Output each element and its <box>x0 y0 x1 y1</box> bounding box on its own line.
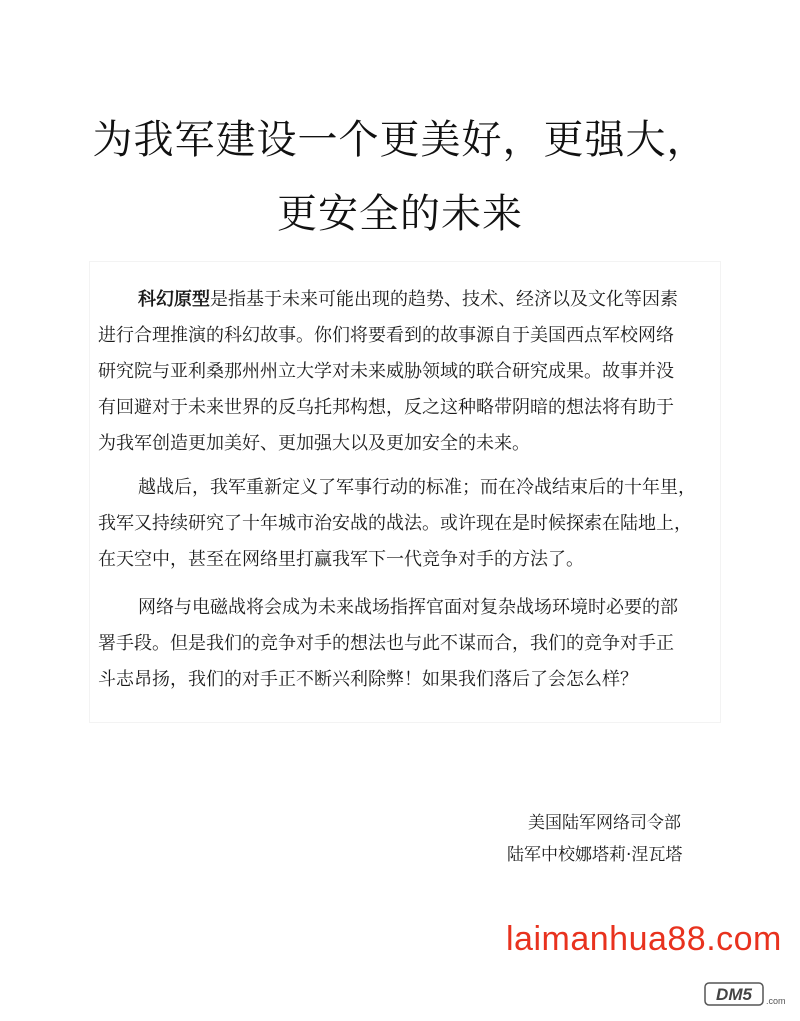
paragraph-3 <box>98 590 712 698</box>
paragraph-1-line-5: 为我军创造更加美好、更加强大以及更加安全的未来。 <box>98 433 530 454</box>
paragraph-1 <box>98 282 712 462</box>
page-title-line-1: 为我军建设一个更美好，更强大， <box>92 117 708 163</box>
term-bold: 科幻原型 <box>138 289 210 310</box>
paragraph-1-line-1-rest: 是指基于未来可能出现的趋势、技术、经济以及文化等因素 <box>210 289 678 310</box>
signature-organization: 美国陆军网络司令部 <box>528 813 681 833</box>
logo-suffix: .com <box>766 996 786 1006</box>
logo-text: DM5 <box>716 985 752 1004</box>
paragraph-3-line-3: 斗志昂扬，我们的对手正不断兴利除弊！如果我们落后了会怎么样？ <box>98 669 638 690</box>
paragraph-2-line-1: 越战后，我军重新定义了军事行动的标准；而在冷战结束后的十年里， <box>138 477 696 498</box>
paragraph-1-line-2: 进行合理推演的科幻故事。你们将要看到的故事源自于美国西点军校网络 <box>98 325 674 346</box>
dm5-logo-icon <box>704 980 790 1010</box>
signature-person: 陆军中校娜塔莉·涅瓦塔 <box>507 845 683 865</box>
paragraph-3-line-2: 署手段。但是我们的竞争对手的想法也与此不谋而合，我们的竞争对手正 <box>98 633 674 654</box>
paragraph-1-line-1 <box>98 282 712 318</box>
paragraph-1-line-4: 有回避对于未来世界的反乌托邦构想，反之这种略带阴暗的想法将有助于 <box>98 397 674 418</box>
page-title-line-2: 更安全的未来 <box>277 191 523 237</box>
paragraph-2-line-2: 我军又持续研究了十年城市治安战的战法。或许现在是时候探索在陆地上， <box>98 513 692 534</box>
paragraph-2 <box>98 470 712 578</box>
paragraph-2-line-3: 在天空中，甚至在网络里打赢我军下一代竞争对手的方法了。 <box>98 549 584 570</box>
paragraph-1-line-3: 研究院与亚利桑那州州立大学对未来威胁领域的联合研究成果。故事并没 <box>98 361 674 382</box>
watermark-text: laimanhua88.com <box>506 920 782 958</box>
paragraph-3-line-1: 网络与电磁战将会成为未来战场指挥官面对复杂战场环境时必要的部 <box>138 597 678 618</box>
